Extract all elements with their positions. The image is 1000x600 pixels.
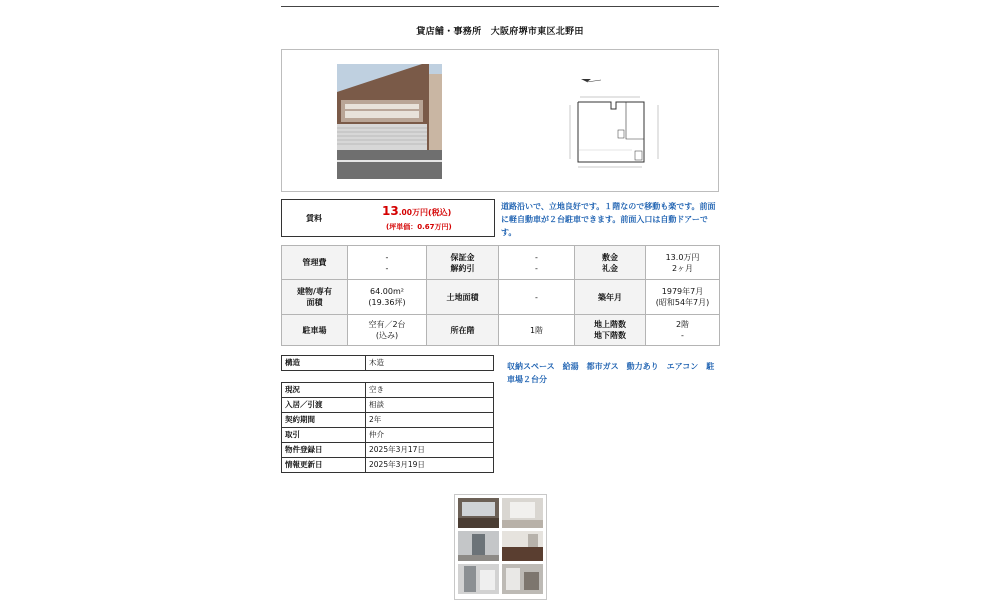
built-value: 1979年7月 (昭和54年7月) bbox=[646, 280, 720, 315]
area-value: 64.00m² (19.36坪) bbox=[348, 280, 427, 315]
rent-amount: 13.00万円(税込) bbox=[382, 204, 452, 218]
rent-label: 賃料 bbox=[306, 214, 322, 223]
equipment-list: 収納スペース 給湯 都市ガス 動力あり エアコン 駐車場２台分 bbox=[507, 362, 715, 384]
top-divider bbox=[281, 6, 719, 7]
table-row: 入居／引渡 相談 bbox=[282, 398, 494, 413]
table-row: 取引 仲介 bbox=[282, 428, 494, 443]
parking-label: 駐車場 bbox=[282, 315, 348, 346]
deposit-value: - - bbox=[499, 246, 575, 280]
structure-label: 構造 bbox=[282, 356, 366, 371]
floor-plan-drawing[interactable] bbox=[556, 67, 664, 177]
page-title: 貸店舗・事務所 大阪府堺市東区北野田 bbox=[416, 27, 584, 37]
shikikin-label: 敷金 礼金 bbox=[575, 246, 646, 280]
rent-box bbox=[281, 199, 495, 237]
photo-gallery bbox=[454, 494, 547, 600]
built-label: 築年月 bbox=[575, 280, 646, 315]
floor-value: 1階 bbox=[499, 315, 575, 346]
land-area-label: 土地面積 bbox=[427, 280, 499, 315]
mgmt-fee-value: - - bbox=[348, 246, 427, 280]
gallery-thumb[interactable] bbox=[502, 531, 543, 561]
mgmt-fee-label: 管理費 bbox=[282, 246, 348, 280]
table-row: 契約期間 2年 bbox=[282, 413, 494, 428]
listing-sheet bbox=[281, 0, 719, 600]
image-panel bbox=[281, 49, 719, 192]
property-comment: 道路沿いで、立地良好です。１階なので移動も楽です。前面に軽自動車が２台駐車できます。前面入口は自動ドアーです。 bbox=[501, 202, 716, 237]
detail-table bbox=[281, 382, 494, 473]
structure-value: 木造 bbox=[366, 356, 494, 371]
table-row bbox=[282, 356, 494, 371]
gallery-thumb[interactable] bbox=[502, 498, 543, 528]
deposit-label: 保証金 解約引 bbox=[427, 246, 499, 280]
shikikin-value: 13.0万円 2ヶ月 bbox=[646, 246, 720, 280]
gallery-thumb[interactable] bbox=[458, 531, 499, 561]
area-label: 建物/専有 面積 bbox=[282, 280, 348, 315]
spec-table bbox=[281, 245, 720, 346]
parking-value: 空有／2台 (込み) bbox=[348, 315, 427, 346]
gallery-thumb[interactable] bbox=[458, 498, 499, 528]
floor-label: 所在階 bbox=[427, 315, 499, 346]
gallery-thumb[interactable] bbox=[502, 564, 543, 594]
table-row: 情報更新日 2025年3月19日 bbox=[282, 458, 494, 473]
building-exterior-photo[interactable] bbox=[337, 64, 442, 179]
structure-table bbox=[281, 355, 494, 371]
gallery-thumb[interactable] bbox=[458, 564, 499, 594]
table-row: 現況 空き bbox=[282, 383, 494, 398]
land-area-value: - bbox=[499, 280, 575, 315]
floors-label: 地上階数 地下階数 bbox=[575, 315, 646, 346]
table-row: 物件登録日 2025年3月17日 bbox=[282, 443, 494, 458]
rent-per-tsubo: (坪単価：0.67万円) bbox=[386, 223, 452, 231]
floors-value: 2階 - bbox=[646, 315, 720, 346]
